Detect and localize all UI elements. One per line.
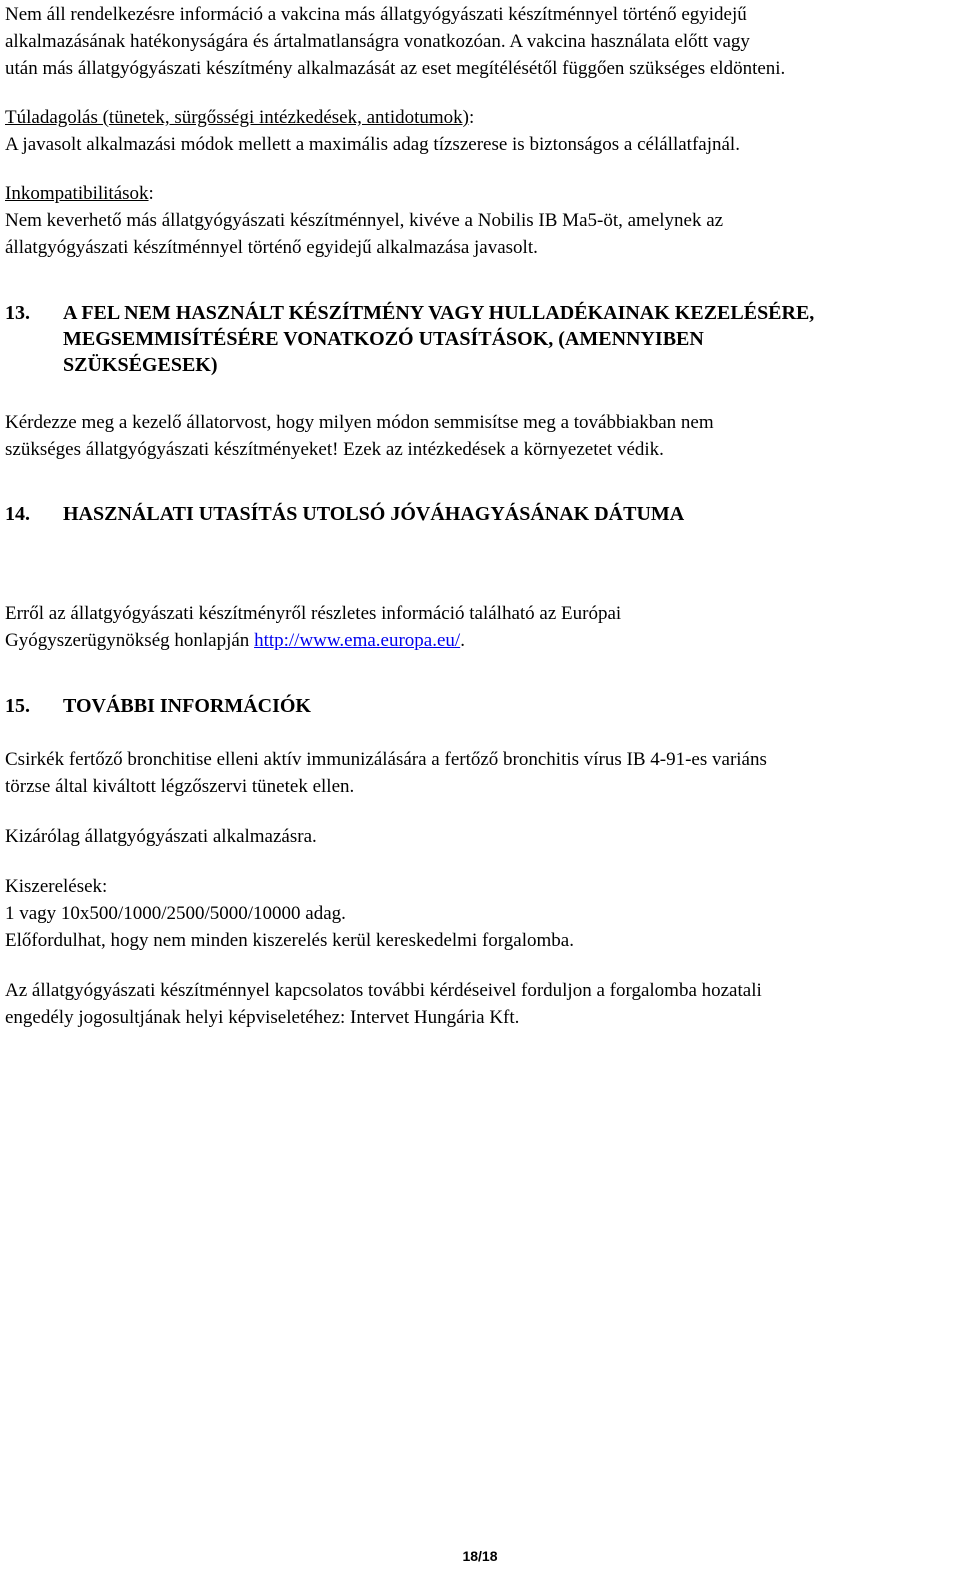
disposal-paragraph: [5, 409, 950, 463]
incompatibility-title-colon: :: [148, 183, 154, 204]
ema-info-paragraph: [5, 600, 950, 654]
text-line: [5, 627, 950, 654]
text-line: Kérdezze meg a kezelő állatorvost, hogy milyen módon semmisítse meg a továbbiakban nem: [5, 412, 714, 433]
text-line: alkalmazásának hatékonyságára és ártalmatlanságra vonatkozóan. A vakcina használata előtt vagy: [5, 31, 750, 52]
contact-paragraph: [5, 977, 950, 1031]
title-line: SZÜKSÉGESEK): [63, 354, 218, 376]
text-line: Csirkék fertőző bronchitise elleni aktív immunizálására a fertőző bronchitis vírus IB 4-91-es variáns: [5, 749, 767, 770]
vet-use-paragraph: [5, 823, 950, 850]
text-prefix: Gyógyszerügynökség honlapján: [5, 630, 255, 651]
section-number: 15.: [5, 695, 30, 717]
text-line: 1 vagy 10x500/1000/2500/5000/10000 adag.: [5, 903, 346, 924]
text-line: Erről az állatgyógyászati készítményről részletes információ található az Európai: [5, 603, 622, 624]
section-13-heading: [5, 300, 950, 378]
section-title: HASZNÁLATI UTASÍTÁS UTOLSÓ JÓVÁHAGYÁSÁNAK DÁTUMA: [63, 503, 685, 525]
incompatibility-paragraph: [5, 180, 950, 261]
text-line: állatgyógyászati készítménnyel történő egyidejű alkalmazása javasolt.: [5, 237, 538, 258]
section-15-heading: [5, 693, 950, 719]
pack-sizes-title: Kiszerelések:: [5, 876, 108, 897]
text-line: Nem áll rendelkezésre információ a vakcina más állatgyógyászati készítménnyel történő egyidejű: [5, 4, 747, 25]
title-line: MEGSEMMISÍTÉSÉRE VONATKOZÓ UTASÍTÁSOK, (AMENNYIBEN: [63, 328, 704, 350]
section-title: [63, 300, 814, 378]
text-line: után más állatgyógyászati készítmény alkalmazását az eset megítélésétől függően szükséges eldönteni.: [5, 58, 786, 79]
text-line: Nem keverhető más állatgyógyászati készítménnyel, kivéve a Nobilis IB Ma5-öt, amelynek az: [5, 210, 724, 231]
overdose-title: Túladagolás (tünetek, sürgősségi intézkedések, antidotumok): [5, 107, 469, 128]
ema-website-link[interactable]: http://www.ema.europa.eu/: [254, 630, 461, 651]
overdose-title-colon: :: [468, 107, 475, 128]
text-line: Az állatgyógyászati készítménnyel kapcsolatos további kérdéseivel forduljon a forgalomba hozatali: [5, 980, 762, 1001]
section-number: 13.: [5, 302, 30, 324]
text-line: Kizárólag állatgyógyászati alkalmazásra.: [5, 826, 317, 847]
overdose-paragraph: [5, 104, 950, 158]
section-title: TOVÁBBI INFORMÁCIÓK: [63, 695, 311, 717]
overdose-heading: [5, 104, 950, 131]
text-line: engedély jogosultjának helyi képviseletéhez: Intervet Hungária Kft.: [5, 1007, 520, 1028]
section-14-heading: [5, 501, 950, 527]
pack-sizes-paragraph: [5, 873, 950, 954]
text-suffix: .: [460, 630, 465, 651]
page-number: 18/18: [462, 1548, 498, 1564]
text-line: szükséges állatgyógyászati készítményeket! Ezek az intézkedések a környezetet védik.: [5, 439, 664, 460]
title-line: A FEL NEM HASZNÁLT KÉSZÍTMÉNY VAGY HULLADÉKAINAK KEZELÉSÉRE,: [63, 302, 815, 324]
text-line: Előfordulhat, hogy nem minden kiszerelés kerül kereskedelmi forgalomba.: [5, 930, 574, 951]
incompatibility-heading: [5, 180, 950, 207]
overdose-text: A javasolt alkalmazási módok mellett a maximális adag tízszerese is biztonságos a célállatfajnál.: [5, 134, 740, 155]
indication-paragraph: [5, 746, 950, 800]
incompatibility-title: Inkompatibilitások: [5, 183, 149, 204]
interaction-paragraph: [5, 1, 950, 82]
text-line: törzse által kiváltott légzőszervi tünetek ellen.: [5, 776, 355, 797]
document-page: [5, 0, 950, 1031]
section-number: 14.: [5, 503, 30, 525]
